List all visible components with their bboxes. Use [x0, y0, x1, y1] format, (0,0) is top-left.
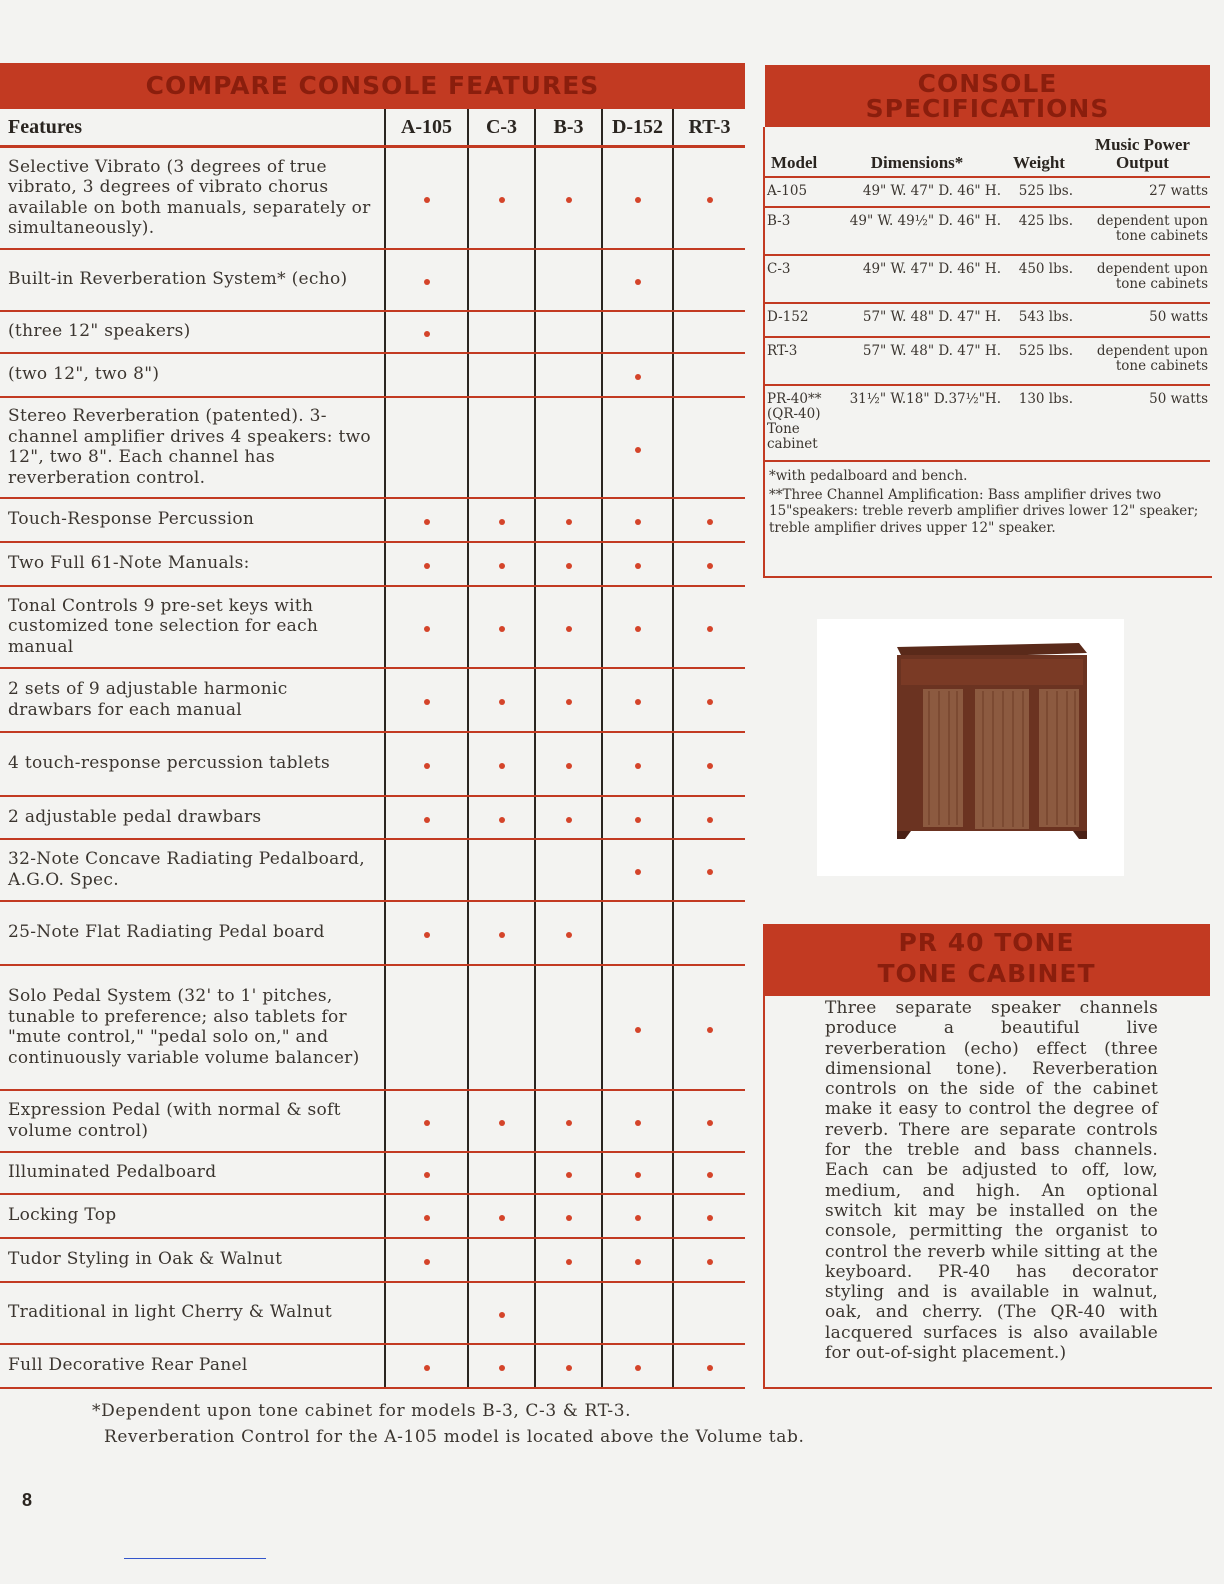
feature-cell-rt-3 — [673, 796, 745, 839]
feature-cell-b-3 — [535, 249, 602, 311]
feature-dot — [424, 1365, 430, 1371]
feature-cell-d-152 — [602, 796, 673, 839]
feature-label: Tudor Styling in Oak & Walnut — [0, 1238, 385, 1282]
specs-note-2: **Three Channel Amplification: Bass amplifier drives two 15"speakers: treble reverb amplifier drives lower 12" speaker; treble amplifier drives upper 12" speaker. — [769, 486, 1199, 536]
feature-dot — [566, 932, 572, 938]
spec-dimensions: 57" W. 48" D. 47" H. — [831, 337, 1003, 385]
feature-dot — [566, 699, 572, 705]
feature-dot — [424, 563, 430, 569]
feature-cell-rt-3 — [673, 1238, 745, 1282]
feature-dot — [707, 197, 713, 203]
feature-cell-b-3 — [535, 311, 602, 353]
feature-cell-b-3 — [535, 796, 602, 839]
spec-model: B-3 — [765, 207, 831, 255]
spec-model: PR-40** (QR-40) Tone cabinet — [765, 385, 831, 461]
feature-label: Full Decorative Rear Panel — [0, 1344, 385, 1388]
feature-label: Solo Pedal System (32' to 1' pitches, tunable to preference; also tablets for "mute control," "pedal solo on," and continuously variable volume balancer) — [0, 965, 385, 1090]
spec-model: C-3 — [765, 255, 831, 303]
spec-row — [765, 385, 1210, 461]
feature-dot — [499, 932, 505, 938]
feature-dot — [424, 699, 430, 705]
feature-cell-c-3 — [468, 249, 535, 311]
specs-panel — [763, 127, 1212, 578]
feature-cell-c-3 — [468, 1194, 535, 1238]
feature-cell-c-3 — [468, 498, 535, 542]
feature-cell-a-105 — [385, 839, 468, 901]
feature-dot — [424, 197, 430, 203]
feature-cell-rt-3 — [673, 1194, 745, 1238]
feature-dot — [499, 1215, 505, 1221]
feature-cell-d-152 — [602, 353, 673, 397]
footnote-2: Reverberation Control for the A-105 model is located above the Volume tab. — [104, 1427, 805, 1447]
feature-row — [0, 353, 745, 397]
spec-weight: 450 lbs. — [1003, 255, 1075, 303]
footnote-1: *Dependent upon tone cabinet for models B-3, C-3 & RT-3. — [92, 1401, 632, 1421]
feature-dot — [635, 1120, 641, 1126]
feature-cell-rt-3 — [673, 1090, 745, 1152]
feature-label: Illuminated Pedalboard — [0, 1152, 385, 1194]
feature-cell-c-3 — [468, 732, 535, 796]
feature-dot — [635, 763, 641, 769]
specs-header-row — [765, 127, 1210, 177]
feature-cell-a-105 — [385, 397, 468, 498]
spec-dimensions: 49" W. 47" D. 46" H. — [831, 177, 1003, 207]
feature-row — [0, 542, 745, 586]
feature-dot — [424, 1215, 430, 1221]
feature-dot — [707, 1259, 713, 1265]
specs-title-banner — [765, 65, 1210, 127]
feature-cell-rt-3 — [673, 1152, 745, 1194]
pr40-title-line1: PR 40 TONE — [898, 928, 1075, 957]
feature-cell-a-105 — [385, 1152, 468, 1194]
feature-cell-a-105 — [385, 1238, 468, 1282]
feature-dot — [499, 1365, 505, 1371]
feature-cell-d-152 — [602, 839, 673, 901]
feature-cell-c-3 — [468, 586, 535, 668]
feature-row — [0, 668, 745, 732]
feature-cell-a-105 — [385, 901, 468, 965]
spec-dimensions: 31½" W.18" D.37½"H. — [831, 385, 1003, 461]
feature-dot — [424, 279, 430, 285]
feature-cell-rt-3 — [673, 901, 745, 965]
feature-cell-b-3 — [535, 1344, 602, 1388]
feature-dot — [499, 1120, 505, 1126]
feature-cell-d-152 — [602, 1090, 673, 1152]
feature-dot — [499, 1312, 505, 1318]
feature-cell-c-3 — [468, 839, 535, 901]
feature-cell-b-3 — [535, 1090, 602, 1152]
feature-dot — [635, 563, 641, 569]
feature-cell-a-105 — [385, 353, 468, 397]
feature-cell-b-3 — [535, 668, 602, 732]
feature-dot — [707, 563, 713, 569]
feature-dot — [635, 447, 641, 453]
feature-dot — [635, 279, 641, 285]
feature-row — [0, 1152, 745, 1194]
feature-cell-b-3 — [535, 839, 602, 901]
pr40-panel — [763, 996, 1212, 1389]
feature-dot — [707, 1215, 713, 1221]
feature-dot — [566, 563, 572, 569]
feature-cell-d-152 — [602, 732, 673, 796]
feature-cell-c-3 — [468, 1282, 535, 1344]
feature-dot — [424, 817, 430, 823]
feature-cell-a-105 — [385, 1194, 468, 1238]
feature-cell-b-3 — [535, 1152, 602, 1194]
feature-dot — [566, 1365, 572, 1371]
model-header: RT-3 — [673, 109, 745, 147]
feature-label: Selective Vibrato (3 degrees of true vibrato, 3 degrees of vibrato chorus available on both manuals, separately or simultaneously). — [0, 147, 385, 249]
feature-cell-b-3 — [535, 147, 602, 249]
feature-label: Tonal Controls 9 pre-set keys with customized tone selection for each manual — [0, 586, 385, 668]
model-header: D-152 — [602, 109, 673, 147]
feature-dot — [424, 763, 430, 769]
specs-title-line1: CONSOLE — [917, 69, 1058, 98]
feature-dot — [566, 1215, 572, 1221]
tone-cabinet-illustration — [817, 619, 1124, 876]
feature-dot — [635, 1172, 641, 1178]
feature-label: 4 touch-response percussion tablets — [0, 732, 385, 796]
feature-cell-d-152 — [602, 147, 673, 249]
feature-dot — [566, 763, 572, 769]
feature-dot — [635, 1259, 641, 1265]
feature-row — [0, 1194, 745, 1238]
feature-cell-c-3 — [468, 901, 535, 965]
spec-power: 27 watts — [1075, 177, 1210, 207]
feature-dot — [707, 1120, 713, 1126]
feature-cell-d-152 — [602, 498, 673, 542]
feature-cell-c-3 — [468, 147, 535, 249]
feature-dot — [707, 626, 713, 632]
feature-cell-rt-3 — [673, 542, 745, 586]
spec-power: 50 watts — [1075, 385, 1210, 461]
feature-cell-a-105 — [385, 498, 468, 542]
feature-cell-d-152 — [602, 668, 673, 732]
specs-power-header: Music Power Output — [1075, 127, 1210, 177]
compare-title: COMPARE CONSOLE FEATURES — [145, 71, 600, 100]
feature-dot — [424, 1259, 430, 1265]
feature-dot — [566, 1172, 572, 1178]
feature-dot — [424, 932, 430, 938]
feature-cell-a-105 — [385, 1090, 468, 1152]
spec-weight: 543 lbs. — [1003, 303, 1075, 337]
feature-cell-d-152 — [602, 586, 673, 668]
feature-row — [0, 249, 745, 311]
spec-power: dependent upon tone cabinets — [1075, 207, 1210, 255]
feature-row — [0, 1090, 745, 1152]
feature-cell-d-152 — [602, 1344, 673, 1388]
feature-cell-d-152 — [602, 397, 673, 498]
feature-dot — [707, 699, 713, 705]
compare-header-row — [0, 109, 745, 147]
specs-table — [765, 127, 1210, 462]
feature-row — [0, 1282, 745, 1344]
feature-cell-c-3 — [468, 1090, 535, 1152]
feature-cell-rt-3 — [673, 1282, 745, 1344]
feature-dot — [635, 197, 641, 203]
feature-dot — [707, 1365, 713, 1371]
spec-row — [765, 207, 1210, 255]
feature-row — [0, 1238, 745, 1282]
feature-dot — [566, 519, 572, 525]
feature-label: 32-Note Concave Radiating Pedalboard, A.G.O. Spec. — [0, 839, 385, 901]
spec-row — [765, 177, 1210, 207]
feature-cell-b-3 — [535, 353, 602, 397]
tone-cabinet-photo — [817, 619, 1124, 876]
feature-label: Built-in Reverberation System* (echo) — [0, 249, 385, 311]
feature-cell-rt-3 — [673, 147, 745, 249]
pr40-title-banner — [763, 924, 1210, 996]
feature-cell-c-3 — [468, 1238, 535, 1282]
feature-cell-rt-3 — [673, 1344, 745, 1388]
feature-dot — [707, 763, 713, 769]
feature-dot — [566, 817, 572, 823]
feature-cell-a-105 — [385, 1282, 468, 1344]
feature-cell-d-152 — [602, 249, 673, 311]
feature-cell-c-3 — [468, 1344, 535, 1388]
feature-dot — [499, 563, 505, 569]
link-underline — [124, 1558, 266, 1559]
feature-cell-a-105 — [385, 732, 468, 796]
compare-title-banner — [0, 63, 745, 109]
feature-dot — [635, 374, 641, 380]
spec-row — [765, 303, 1210, 337]
feature-row — [0, 965, 745, 1090]
feature-dot — [635, 699, 641, 705]
feature-label: Two Full 61-Note Manuals: — [0, 542, 385, 586]
feature-dot — [499, 817, 505, 823]
feature-dot — [707, 817, 713, 823]
feature-cell-a-105 — [385, 586, 468, 668]
feature-dot — [635, 1215, 641, 1221]
feature-cell-a-105 — [385, 249, 468, 311]
feature-dot — [566, 626, 572, 632]
feature-label: 2 sets of 9 adjustable harmonic drawbars for each manual — [0, 668, 385, 732]
feature-dot — [424, 1172, 430, 1178]
feature-dot — [635, 817, 641, 823]
feature-cell-b-3 — [535, 965, 602, 1090]
feature-cell-a-105 — [385, 1344, 468, 1388]
feature-row — [0, 901, 745, 965]
feature-cell-a-105 — [385, 796, 468, 839]
spec-weight: 425 lbs. — [1003, 207, 1075, 255]
spec-power: 50 watts — [1075, 303, 1210, 337]
spec-weight: 525 lbs. — [1003, 337, 1075, 385]
feature-cell-d-152 — [602, 311, 673, 353]
model-header: C-3 — [468, 109, 535, 147]
feature-cell-b-3 — [535, 498, 602, 542]
spec-dimensions: 49" W. 49½" D. 46" H. — [831, 207, 1003, 255]
feature-dot — [499, 699, 505, 705]
feature-cell-rt-3 — [673, 397, 745, 498]
feature-dot — [424, 331, 430, 337]
feature-cell-c-3 — [468, 796, 535, 839]
feature-cell-a-105 — [385, 542, 468, 586]
feature-cell-c-3 — [468, 668, 535, 732]
model-header: B-3 — [535, 109, 602, 147]
feature-dot — [635, 1027, 641, 1033]
feature-cell-rt-3 — [673, 839, 745, 901]
spec-model: A-105 — [765, 177, 831, 207]
spec-row — [765, 255, 1210, 303]
feature-cell-c-3 — [468, 311, 535, 353]
feature-cell-d-152 — [602, 1282, 673, 1344]
feature-cell-rt-3 — [673, 249, 745, 311]
feature-dot — [707, 1027, 713, 1033]
feature-dot — [499, 763, 505, 769]
feature-cell-a-105 — [385, 668, 468, 732]
feature-cell-rt-3 — [673, 353, 745, 397]
feature-dot — [566, 197, 572, 203]
feature-label: Touch-Response Percussion — [0, 498, 385, 542]
feature-cell-a-105 — [385, 311, 468, 353]
feature-row — [0, 586, 745, 668]
feature-cell-d-152 — [602, 1152, 673, 1194]
feature-label: Traditional in light Cherry & Walnut — [0, 1282, 385, 1344]
feature-cell-rt-3 — [673, 586, 745, 668]
feature-cell-b-3 — [535, 1282, 602, 1344]
pr40-description: Three separate speaker channels produce a beautiful live reverberation (echo) effect (three dimensional tone). Reverberation controls on the side of the cabinet make it easy to control the degree of reverb. There are separate controls for the treble and bass channels. Each can be adjusted to off, low, medium, and high. An optional switch kit may be installed on the console, permitting the organist to control the reverb while sitting at the keyboard. PR-40 has decorator styling and is available in walnut, oak, and cherry. (The QR-40 with lacquered surfaces is also available for out-of-sight placement.) — [825, 998, 1158, 1364]
feature-cell-d-152 — [602, 1238, 673, 1282]
feature-label: 2 adjustable pedal drawbars — [0, 796, 385, 839]
feature-dot — [707, 1172, 713, 1178]
feature-dot — [635, 1365, 641, 1371]
feature-label: 25-Note Flat Radiating Pedal board — [0, 901, 385, 965]
feature-dot — [635, 869, 641, 875]
feature-cell-rt-3 — [673, 668, 745, 732]
feature-dot — [424, 626, 430, 632]
specs-weight-header: Weight — [1003, 127, 1075, 177]
feature-cell-b-3 — [535, 586, 602, 668]
feature-cell-b-3 — [535, 901, 602, 965]
feature-label: Expression Pedal (with normal & soft volume control) — [0, 1090, 385, 1152]
feature-cell-c-3 — [468, 397, 535, 498]
feature-row — [0, 839, 745, 901]
spec-power: dependent upon tone cabinets — [1075, 337, 1210, 385]
feature-cell-a-105 — [385, 965, 468, 1090]
spec-weight: 525 lbs. — [1003, 177, 1075, 207]
feature-dot — [566, 1120, 572, 1126]
specs-note-1: *with pedalboard and bench. — [769, 468, 968, 484]
feature-label: Locking Top — [0, 1194, 385, 1238]
spec-power: dependent upon tone cabinets — [1075, 255, 1210, 303]
feature-row — [0, 397, 745, 498]
spec-dimensions: 49" W. 47" D. 46" H. — [831, 255, 1003, 303]
feature-label: (three 12" speakers) — [0, 311, 385, 353]
spec-weight: 130 lbs. — [1003, 385, 1075, 461]
feature-row — [0, 147, 745, 249]
feature-cell-rt-3 — [673, 311, 745, 353]
feature-cell-rt-3 — [673, 732, 745, 796]
feature-cell-d-152 — [602, 1194, 673, 1238]
specs-dimensions-header: Dimensions* — [831, 127, 1003, 177]
feature-cell-c-3 — [468, 1152, 535, 1194]
feature-dot — [707, 519, 713, 525]
feature-dot — [424, 1120, 430, 1126]
feature-dot — [635, 626, 641, 632]
feature-dot — [635, 519, 641, 525]
feature-row — [0, 498, 745, 542]
feature-cell-d-152 — [602, 901, 673, 965]
feature-cell-b-3 — [535, 1238, 602, 1282]
feature-dot — [499, 197, 505, 203]
feature-cell-b-3 — [535, 542, 602, 586]
feature-cell-c-3 — [468, 965, 535, 1090]
feature-cell-d-152 — [602, 965, 673, 1090]
feature-row — [0, 311, 745, 353]
spec-row — [765, 337, 1210, 385]
feature-row — [0, 732, 745, 796]
feature-label: (two 12", two 8") — [0, 353, 385, 397]
model-header: A-105 — [385, 109, 468, 147]
feature-row — [0, 796, 745, 839]
page-number: 8 — [22, 1490, 33, 1510]
spec-model: D-152 — [765, 303, 831, 337]
feature-cell-c-3 — [468, 353, 535, 397]
feature-cell-d-152 — [602, 542, 673, 586]
specs-model-header: Model — [765, 127, 831, 177]
feature-cell-rt-3 — [673, 498, 745, 542]
feature-dot — [499, 519, 505, 525]
compare-table — [0, 109, 745, 1389]
specs-title-line2: SPECIFICATIONS — [865, 94, 1110, 123]
spec-model: RT-3 — [765, 337, 831, 385]
feature-cell-c-3 — [468, 542, 535, 586]
feature-cell-b-3 — [535, 732, 602, 796]
feature-dot — [707, 869, 713, 875]
feature-cell-a-105 — [385, 147, 468, 249]
spec-dimensions: 57" W. 48" D. 47" H. — [831, 303, 1003, 337]
features-header: Features — [0, 109, 385, 147]
feature-dot — [566, 1259, 572, 1265]
feature-dot — [424, 519, 430, 525]
feature-row — [0, 1344, 745, 1388]
feature-dot — [499, 626, 505, 632]
feature-cell-b-3 — [535, 1194, 602, 1238]
feature-cell-rt-3 — [673, 965, 745, 1090]
pr40-title-line2: TONE CABINET — [877, 959, 1096, 988]
feature-cell-b-3 — [535, 397, 602, 498]
feature-label: Stereo Reverberation (patented). 3-channel amplifier drives 4 speakers: two 12", two 8". Each channel has reverberation control. — [0, 397, 385, 498]
